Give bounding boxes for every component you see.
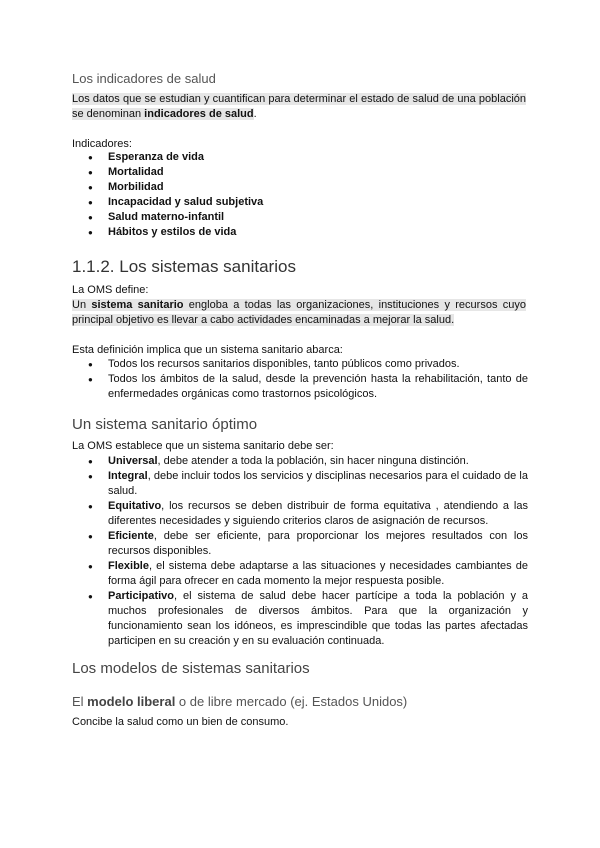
- subheading-modelo-liberal: El modelo liberal o de libre mercado (ej. Estados Unidos): [72, 694, 408, 709]
- paragraph-modelo-liberal: Concibe la salud como un bien de consumo.: [72, 716, 289, 728]
- list-item: ● Flexible, el sistema debe adaptarse a las situaciones y necesidades cambiantes de forma ágil para ofrecer en cada momento la mejor respuesta posible.: [72, 559, 528, 589]
- bold-term: Universal: [108, 455, 158, 467]
- bold-term: Flexible: [108, 560, 149, 572]
- indicadores-list: [72, 150, 528, 240]
- heading-sistemas-sanitarios: 1.1.2. Los sistemas sanitarios: [72, 257, 296, 276]
- heading-indicadores: Los indicadores de salud: [72, 71, 216, 86]
- highlight-text: Los datos que se estudian y cuantifican para determinar el estado de salud de una población se denominan indicadores de salud: [72, 93, 526, 120]
- highlight-text: Un sistema sanitario engloba a todas las organizaciones, instituciones y recursos cuyo principal objetivo es llevar a cabo actividades encaminadas a mejorar la salud.: [72, 299, 526, 326]
- list-item: ● Todos los ámbitos de la salud, desde la prevención hasta la rehabilitación, tanto de enfermedades orgánicas como trastornos psicológicos.: [72, 372, 528, 402]
- list-item: ● Hábitos y estilos de vida: [72, 225, 528, 240]
- paragraph-indicadores-def: Los datos que se estudian y cuantifican para determinar el estado de salud de una población se denominan indicadores de salud.: [72, 93, 526, 120]
- abarca-intro: Esta definición implica que un sistema sanitario abarca:: [72, 344, 343, 356]
- abarca-list: [72, 357, 528, 402]
- list-item: ● Todos los recursos sanitarios disponibles, tanto públicos como privados.: [72, 357, 528, 372]
- list-item: ● Integral, debe incluir todos los servicios y disciplinas necesarios para el cuidado de la salud.: [72, 469, 528, 499]
- bold-term: sistema sanitario: [91, 299, 184, 311]
- bold-term: modelo liberal: [87, 694, 176, 709]
- list-item: ● Mortalidad: [72, 165, 528, 180]
- optimo-list: [72, 454, 528, 649]
- list-item: ● Esperanza de vida: [72, 150, 528, 165]
- list-item: ● Incapacidad y salud subjetiva: [72, 195, 528, 210]
- oms-define-label: La OMS define:: [72, 284, 149, 296]
- list-item: ● Morbilidad: [72, 180, 528, 195]
- heading-sistema-optimo: Un sistema sanitario óptimo: [72, 416, 258, 433]
- list-item: ● Salud materno-infantil: [72, 210, 528, 225]
- paragraph-sistema-def: [72, 298, 526, 328]
- list-item: ● Participativo, el sistema de salud debe hacer partícipe a toda la población y a muchos profesionales de diversos ámbitos. Para que la organización y funcionamiento sean los idóneos, es imprescindible que todas las partes afectadas participen en su creación y en su evaluación continuada.: [72, 589, 528, 649]
- list-intro-indicadores: Indicadores:: [72, 138, 132, 150]
- bold-term: Eficiente: [108, 530, 154, 542]
- heading-modelos: Los modelos de sistemas sanitarios: [72, 660, 310, 677]
- list-item: ● Universal, debe atender a toda la población, sin hacer ninguna distinción.: [72, 454, 528, 469]
- optimo-intro: La OMS establece que un sistema sanitario debe ser:: [72, 440, 334, 452]
- bold-term: Equitativo: [108, 500, 162, 512]
- bold-term: indicadores de salud: [144, 108, 254, 120]
- list-item: ● Equitativo, los recursos se deben distribuir de forma equitativa , atendiendo a las diferentes necesidades y siguiendo criterios claros de asignación de recursos.: [72, 499, 528, 529]
- list-item: ● Eficiente, debe ser eficiente, para proporcionar los mejores resultados con los recursos disponibles.: [72, 529, 528, 559]
- bold-term: Integral: [108, 470, 148, 482]
- bold-term: Participativo: [108, 590, 175, 602]
